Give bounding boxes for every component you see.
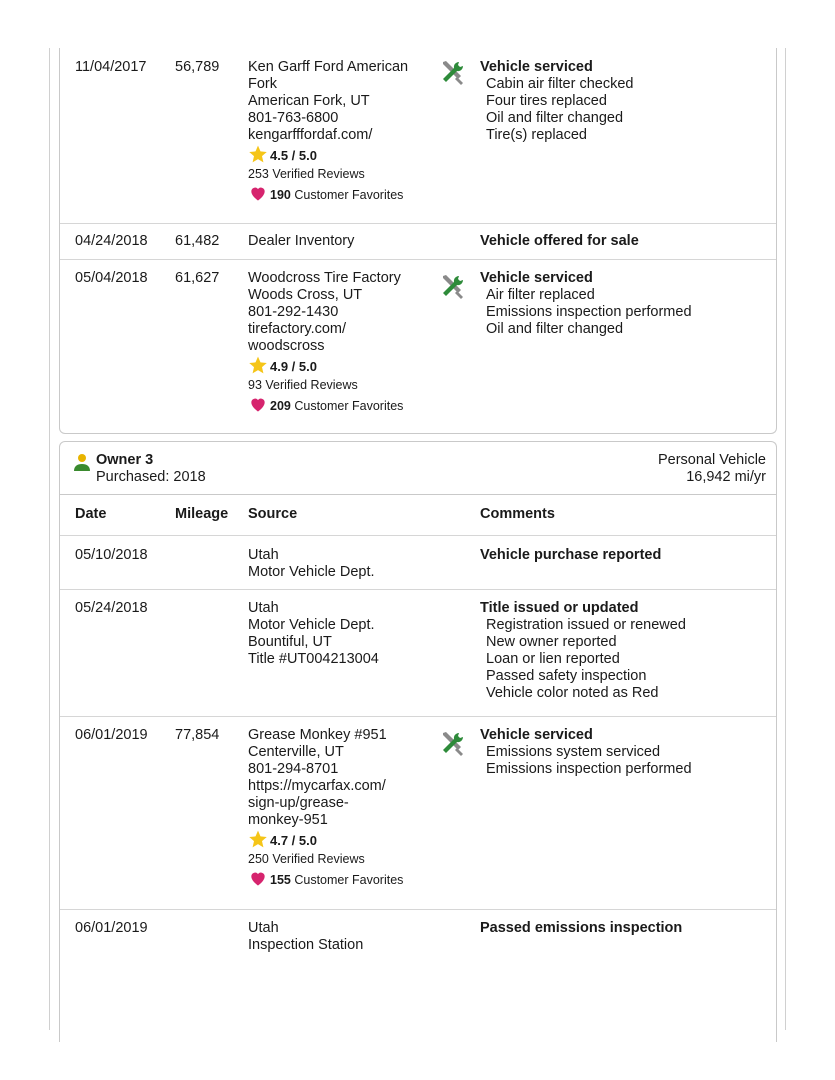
source-name: Woodcross Tire Factory [248,270,401,286]
customer-favorites: 209 Customer Favorites [248,394,433,415]
verified-reviews[interactable]: 93 Verified Reviews [248,378,358,392]
record-mileage: 56,789 [175,59,220,75]
wrench-screwdriver-icon [437,272,467,302]
source-name: Grease Monkey #951 [248,727,387,743]
record-source [248,59,433,204]
star-icon [248,144,268,164]
history-row [60,48,776,224]
source-line: Motor Vehicle Dept. [248,617,375,633]
column-header-date: Date [75,506,107,522]
record-source [248,727,433,889]
history-row [60,224,776,260]
star-icon [248,829,268,849]
history-row [60,717,776,910]
source-phone[interactable]: 801-292-1430 [248,304,339,320]
owner-3-records-card [59,441,777,1042]
previous-owner-records-card [59,48,777,434]
miles-per-year: 16,942 mi/yr [686,469,766,485]
page-border-right [785,48,786,1030]
record-comments [480,270,770,338]
source-website[interactable]: https://mycarfax.com/ [248,778,386,794]
history-row [60,590,776,717]
comment-item: Loan or lien reported [486,651,620,667]
comment-item: Emissions inspection performed [486,304,692,320]
record-date: 11/04/2017 [75,59,147,75]
record-date: 06/01/2019 [75,920,148,936]
record-source [248,920,433,954]
customer-favorites: 155 Customer Favorites [248,868,433,889]
dealer-rating[interactable]: 4.5 / 5.0 [248,144,433,165]
person-icon [74,453,90,471]
comment-title: Vehicle serviced [480,59,593,75]
source-line: Inspection Station [248,937,364,953]
comment-item: Vehicle color noted as Red [486,685,659,701]
verified-reviews[interactable]: 250 Verified Reviews [248,852,365,866]
source-website-cont[interactable]: monkey-951 [248,812,328,828]
customer-favorites: 190 Customer Favorites [248,183,433,204]
heart-icon [248,183,268,203]
comment-item: Registration issued or renewed [486,617,686,633]
page-border-left [49,48,50,1030]
source-line: Title #UT004213004 [248,651,379,667]
record-comments [480,59,770,144]
record-comments [480,600,770,702]
source-website[interactable]: tirefactory.com/ [248,321,347,337]
source-line: Utah [248,547,279,563]
heart-icon [248,868,268,888]
history-row [60,536,776,590]
record-date: 05/10/2018 [75,547,148,563]
source-line: Utah [248,920,279,936]
comment-item: Oil and filter changed [486,110,624,126]
record-mileage: 61,627 [175,270,220,286]
wrench-screwdriver-icon [437,729,467,759]
comment-item: Four tires replaced [486,93,607,109]
comment-item: Oil and filter changed [486,321,624,337]
source-line: Utah [248,600,279,616]
comment-title: Title issued or updated [480,600,639,616]
table-header [60,495,776,536]
comment-title: Vehicle serviced [480,270,593,286]
vehicle-use-type: Personal Vehicle [657,452,766,468]
record-source [248,270,433,415]
source-phone[interactable]: 801-763-6800 [248,110,339,126]
wrench-screwdriver-icon [437,58,467,88]
verified-reviews[interactable]: 253 Verified Reviews [248,167,365,181]
comment-item: Passed safety inspection [486,668,647,684]
source-name-line-2: Fork [248,76,277,92]
star-icon [248,355,268,375]
owner-purchased: Purchased: 2018 [96,469,206,485]
owner-name: Owner 3 [96,452,154,468]
record-date: 06/01/2019 [75,727,148,743]
comment-item: Emissions system serviced [486,744,661,760]
source-phone[interactable]: 801-294-8701 [248,761,339,777]
history-row [60,910,776,970]
record-source [248,547,433,581]
comment-item: New owner reported [486,634,617,650]
source-location: Centerville, UT [248,744,344,760]
record-date: 05/24/2018 [75,600,148,616]
source-website[interactable]: kengarfffordaf.com/ [248,127,373,143]
source-location: American Fork, UT [248,93,370,109]
comment-title: Vehicle serviced [480,727,593,743]
column-header-source: Source [248,506,298,522]
record-date: 04/24/2018 [75,233,148,249]
comment-item: Emissions inspection performed [486,761,692,777]
source-line: Bountiful, UT [248,634,332,650]
source-name-line-1: Ken Garff Ford American [248,59,409,75]
record-date: 05/04/2018 [75,270,148,286]
record-mileage: 61,482 [175,233,220,249]
record-source [248,600,433,668]
dealer-rating[interactable]: 4.9 / 5.0 [248,355,433,376]
heart-icon [248,394,268,414]
source-website-cont[interactable]: woodscross [248,338,325,354]
source-line: Motor Vehicle Dept. [248,564,375,580]
column-header-mileage: Mileage [175,506,229,522]
comment-title: Passed emissions inspection [480,920,683,936]
source-location: Woods Cross, UT [248,287,363,303]
record-mileage: 77,854 [175,727,220,743]
dealer-rating[interactable]: 4.7 / 5.0 [248,829,433,850]
column-header-comments: Comments [480,506,555,522]
comment-item: Air filter replaced [486,287,595,303]
owner-header [60,442,776,495]
comment-item: Cabin air filter checked [486,76,634,92]
comment-item: Tire(s) replaced [486,127,587,143]
record-source: Dealer Inventory [248,233,355,249]
source-website-cont[interactable]: sign-up/grease- [248,795,349,811]
comment-title: Vehicle offered for sale [480,233,639,249]
history-row [60,260,776,433]
comment-title: Vehicle purchase reported [480,547,662,563]
record-comments [480,727,770,778]
